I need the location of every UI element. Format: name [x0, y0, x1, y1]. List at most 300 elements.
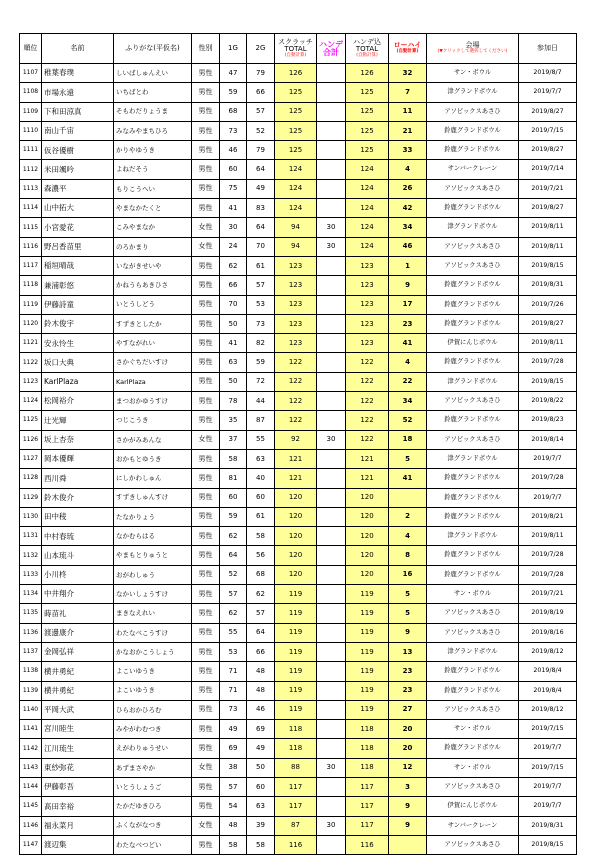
furigana-cell: のろかまり	[114, 237, 192, 256]
game1-cell: 63	[220, 353, 247, 372]
lowhigh-cell: 34	[389, 218, 427, 237]
hdcp-total-cell: 117	[346, 777, 389, 796]
name-cell: KarlPlaza	[42, 372, 114, 391]
hdcp-total-cell: 121	[346, 449, 389, 468]
venue-cell[interactable]: 鈴鹿グランドボウル	[427, 469, 519, 488]
table-row	[20, 334, 577, 353]
game2-cell: 59	[247, 353, 275, 372]
game1-cell: 81	[220, 469, 247, 488]
table-row	[20, 623, 577, 642]
date-cell: 2019/7/7	[519, 488, 577, 507]
venue-cell[interactable]: 津グランドボウル	[427, 372, 519, 391]
venue-cell[interactable]: サンバークレーン	[427, 816, 519, 835]
game2-cell: 63	[247, 449, 275, 468]
header-scratch-total-note: (自動計算)	[284, 52, 307, 58]
rank-cell: 1120	[20, 314, 42, 333]
handicap-cell: 30	[317, 237, 346, 256]
rank-cell: 1124	[20, 392, 42, 411]
game1-cell: 46	[220, 141, 247, 160]
gender-cell: 男性	[192, 700, 220, 719]
date-cell: 2019/8/19	[519, 604, 577, 623]
gender-cell: 男性	[192, 623, 220, 642]
handicap-cell	[317, 777, 346, 796]
gender-cell: 男性	[192, 604, 220, 623]
game1-cell: 57	[220, 777, 247, 796]
name-cell: 稚葉春璞	[42, 64, 114, 83]
game1-cell: 49	[220, 720, 247, 739]
gender-cell: 男性	[192, 777, 220, 796]
venue-cell[interactable]: 鈴鹿グランドボウル	[427, 411, 519, 430]
scratch-total-cell: 87	[275, 816, 317, 835]
handicap-cell	[317, 507, 346, 526]
venue-cell[interactable]: 伊賀にんじボウル	[427, 334, 519, 353]
date-cell: 2019/7/15	[519, 758, 577, 777]
furigana-cell: にしかわしゅん	[114, 469, 192, 488]
date-cell: 2019/7/7	[519, 739, 577, 758]
venue-cell[interactable]: アソビックスあさひ	[427, 237, 519, 256]
date-cell: 2019/8/4	[519, 662, 577, 681]
handicap-cell	[317, 411, 346, 430]
header-handicap	[317, 34, 346, 64]
date-cell: 2019/8/31	[519, 276, 577, 295]
lowhigh-cell: 8	[389, 546, 427, 565]
name-cell: 仮谷優樹	[42, 141, 114, 160]
venue-cell[interactable]: アソビックスあさひ	[427, 102, 519, 121]
handicap-cell	[317, 121, 346, 140]
rank-cell: 1131	[20, 527, 42, 546]
handicap-cell	[317, 546, 346, 565]
venue-cell[interactable]: 鈴鹿グランドボウル	[427, 121, 519, 140]
hdcp-total-cell: 122	[346, 411, 389, 430]
rank-cell: 1133	[20, 565, 42, 584]
hdcp-total-cell: 122	[346, 430, 389, 449]
name-cell: 松岡裕介	[42, 392, 114, 411]
name-cell: 田中稜	[42, 507, 114, 526]
scratch-total-cell: 122	[275, 392, 317, 411]
venue-cell[interactable]: 鈴鹿グランドボウル	[427, 565, 519, 584]
scratch-total-cell: 119	[275, 642, 317, 661]
gender-cell: 男性	[192, 83, 220, 102]
lowhigh-cell: 5	[389, 604, 427, 623]
venue-cell[interactable]: 鈴鹿グランドボウル	[427, 199, 519, 218]
table-row	[20, 527, 577, 546]
name-cell: 坂口大典	[42, 353, 114, 372]
venue-cell[interactable]: 鈴鹿グランドボウル	[427, 662, 519, 681]
rank-cell: 1135	[20, 604, 42, 623]
gender-cell: 男性	[192, 565, 220, 584]
rank-cell: 1126	[20, 430, 42, 449]
header-venue	[427, 34, 519, 64]
lowhigh-cell: 1	[389, 256, 427, 275]
lowhigh-cell: 23	[389, 314, 427, 333]
header-date: 参加日	[519, 34, 577, 64]
venue-cell[interactable]: サン・ボウル	[427, 758, 519, 777]
date-cell: 2019/7/26	[519, 295, 577, 314]
table-row	[20, 276, 577, 295]
furigana-cell: もりこうへい	[114, 179, 192, 198]
date-cell: 2019/7/28	[519, 565, 577, 584]
name-cell: 南山千宙	[42, 121, 114, 140]
table-row	[20, 546, 577, 565]
game2-cell: 58	[247, 527, 275, 546]
furigana-cell: いとうしょうご	[114, 777, 192, 796]
gender-cell: 男性	[192, 662, 220, 681]
hdcp-total-cell: 123	[346, 276, 389, 295]
venue-cell[interactable]: 鈴鹿グランドボウル	[427, 739, 519, 758]
hdcp-total-cell: 120	[346, 565, 389, 584]
table-row	[20, 372, 577, 391]
name-cell: 宮川睦生	[42, 720, 114, 739]
gender-cell: 男性	[192, 372, 220, 391]
hdcp-total-cell: 122	[346, 353, 389, 372]
venue-cell[interactable]: アソビックスあさひ	[427, 179, 519, 198]
gender-cell: 男性	[192, 334, 220, 353]
lowhigh-cell: 41	[389, 334, 427, 353]
handicap-cell	[317, 527, 346, 546]
game2-cell: 60	[247, 488, 275, 507]
date-cell: 2019/8/27	[519, 314, 577, 333]
lowhigh-cell: 32	[389, 64, 427, 83]
rank-cell: 1147	[20, 835, 42, 854]
date-cell: 2019/8/27	[519, 141, 577, 160]
rank-cell: 1119	[20, 295, 42, 314]
gender-cell: 男性	[192, 160, 220, 179]
game2-cell: 49	[247, 739, 275, 758]
hdcp-total-cell: 119	[346, 700, 389, 719]
lowhigh-cell: 23	[389, 681, 427, 700]
game1-cell: 35	[220, 411, 247, 430]
date-cell: 2019/8/11	[519, 527, 577, 546]
handicap-cell	[317, 604, 346, 623]
hdcp-total-cell: 121	[346, 469, 389, 488]
date-cell: 2019/8/16	[519, 623, 577, 642]
scratch-total-cell: 123	[275, 256, 317, 275]
gender-cell: 男性	[192, 642, 220, 661]
rank-cell: 1112	[20, 160, 42, 179]
venue-cell[interactable]: 津グランドボウル	[427, 449, 519, 468]
rank-cell: 1125	[20, 411, 42, 430]
game1-cell: 48	[220, 816, 247, 835]
table-row	[20, 256, 577, 275]
date-cell: 2019/7/7	[519, 83, 577, 102]
venue-cell[interactable]: 津グランドボウル	[427, 642, 519, 661]
name-cell: 髙田幸裕	[42, 797, 114, 816]
rank-cell: 1143	[20, 758, 42, 777]
game2-cell: 72	[247, 372, 275, 391]
table-row	[20, 449, 577, 468]
date-cell: 2019/8/22	[519, 392, 577, 411]
venue-cell[interactable]: アソビックスあさひ	[427, 604, 519, 623]
game1-cell: 64	[220, 546, 247, 565]
lowhigh-cell: 4	[389, 353, 427, 372]
furigana-cell: わたなべつどい	[114, 835, 192, 854]
game2-cell: 40	[247, 469, 275, 488]
rank-cell: 1130	[20, 507, 42, 526]
game2-cell: 82	[247, 334, 275, 353]
table-row	[20, 700, 577, 719]
venue-cell[interactable]: サン・ボウル	[427, 64, 519, 83]
table-row	[20, 777, 577, 796]
hdcp-total-cell: 118	[346, 720, 389, 739]
game1-cell: 52	[220, 565, 247, 584]
hdcp-total-cell: 125	[346, 141, 389, 160]
lowhigh-cell: 17	[389, 295, 427, 314]
scratch-total-cell: 119	[275, 681, 317, 700]
header-venue-label: 会場	[465, 41, 480, 50]
rank-cell: 1122	[20, 353, 42, 372]
table-row	[20, 565, 577, 584]
hdcp-total-cell: 124	[346, 237, 389, 256]
game2-cell: 61	[247, 256, 275, 275]
date-cell: 2019/7/28	[519, 546, 577, 565]
header-hdcp-total	[346, 34, 389, 64]
lowhigh-cell: 52	[389, 411, 427, 430]
handicap-cell	[317, 623, 346, 642]
venue-cell[interactable]: サン・ボウル	[427, 720, 519, 739]
game2-cell: 57	[247, 604, 275, 623]
table-row	[20, 507, 577, 526]
furigana-cell: まきなえれい	[114, 604, 192, 623]
hdcp-total-cell: 120	[346, 546, 389, 565]
handicap-cell	[317, 449, 346, 468]
game1-cell: 58	[220, 835, 247, 854]
furigana-cell: よこいゆうき	[114, 681, 192, 700]
game1-cell: 37	[220, 430, 247, 449]
game2-cell: 57	[247, 102, 275, 121]
game2-cell: 56	[247, 546, 275, 565]
rank-cell: 1144	[20, 777, 42, 796]
scratch-total-cell: 125	[275, 121, 317, 140]
scratch-total-cell: 94	[275, 237, 317, 256]
scratch-total-cell: 125	[275, 83, 317, 102]
handicap-cell	[317, 662, 346, 681]
game1-cell: 50	[220, 372, 247, 391]
table-row	[20, 392, 577, 411]
game1-cell: 69	[220, 739, 247, 758]
scratch-total-cell: 117	[275, 797, 317, 816]
hdcp-total-cell: 117	[346, 816, 389, 835]
hdcp-total-cell: 124	[346, 160, 389, 179]
hdcp-total-cell: 123	[346, 334, 389, 353]
lowhigh-cell: 11	[389, 102, 427, 121]
game1-cell: 71	[220, 681, 247, 700]
venue-cell[interactable]: 鈴鹿グランドボウル	[427, 546, 519, 565]
date-cell: 2019/8/11	[519, 218, 577, 237]
hdcp-total-cell: 120	[346, 488, 389, 507]
furigana-cell: まつおかゆうすけ	[114, 392, 192, 411]
rank-cell: 1115	[20, 218, 42, 237]
game1-cell: 73	[220, 121, 247, 140]
lowhigh-cell: 20	[389, 739, 427, 758]
venue-cell[interactable]: サン・ボウル	[427, 585, 519, 604]
scratch-total-cell: 94	[275, 218, 317, 237]
venue-cell[interactable]: 鈴鹿グランドボウル	[427, 276, 519, 295]
rank-cell: 1132	[20, 546, 42, 565]
game1-cell: 57	[220, 585, 247, 604]
rank-cell: 1146	[20, 816, 42, 835]
rank-cell: 1138	[20, 662, 42, 681]
game1-cell: 68	[220, 102, 247, 121]
hdcp-total-cell: 124	[346, 199, 389, 218]
table-row	[20, 720, 577, 739]
game1-cell: 38	[220, 758, 247, 777]
date-cell: 2019/8/12	[519, 700, 577, 719]
handicap-cell	[317, 642, 346, 661]
scratch-total-cell: 119	[275, 700, 317, 719]
gender-cell: 女性	[192, 758, 220, 777]
date-cell: 2019/8/31	[519, 816, 577, 835]
name-cell: 小宮愛花	[42, 218, 114, 237]
game2-cell: 55	[247, 430, 275, 449]
rank-cell: 1127	[20, 449, 42, 468]
lowhigh-cell: 18	[389, 430, 427, 449]
lowhigh-cell: 23	[389, 662, 427, 681]
name-cell: 渡邊康介	[42, 623, 114, 642]
venue-cell[interactable]: アソビックスあさひ	[427, 256, 519, 275]
gender-cell: 男性	[192, 64, 220, 83]
venue-cell[interactable]: アソビックスあさひ	[427, 430, 519, 449]
rank-cell: 1113	[20, 179, 42, 198]
rank-cell: 1123	[20, 372, 42, 391]
lowhigh-cell: 7	[389, 83, 427, 102]
gender-cell: 男性	[192, 835, 220, 854]
furigana-cell: すずきしゅんすけ	[114, 488, 192, 507]
gender-cell: 男性	[192, 102, 220, 121]
furigana-cell: たかだゆきひろ	[114, 797, 192, 816]
date-cell: 2019/8/4	[519, 681, 577, 700]
lowhigh-cell: 12	[389, 758, 427, 777]
game2-cell: 63	[247, 797, 275, 816]
venue-cell[interactable]: 伊賀にんじボウル	[427, 797, 519, 816]
game1-cell: 30	[220, 218, 247, 237]
game1-cell: 62	[220, 604, 247, 623]
handicap-cell: 30	[317, 758, 346, 777]
handicap-cell: 30	[317, 430, 346, 449]
scratch-total-cell: 125	[275, 141, 317, 160]
header-rank: 順位	[20, 34, 42, 64]
hdcp-total-cell: 119	[346, 604, 389, 623]
ranking-table	[19, 33, 577, 855]
hdcp-total-cell: 120	[346, 527, 389, 546]
gender-cell: 男性	[192, 179, 220, 198]
venue-cell[interactable]: 鈴鹿グランドボウル	[427, 141, 519, 160]
venue-cell[interactable]: 鈴鹿グランドボウル	[427, 295, 519, 314]
lowhigh-cell: 2	[389, 507, 427, 526]
venue-cell[interactable]: アソビックスあさひ	[427, 623, 519, 642]
table-row	[20, 604, 577, 623]
game1-cell: 50	[220, 314, 247, 333]
venue-cell[interactable]: アソビックスあさひ	[427, 835, 519, 854]
table-row	[20, 642, 577, 661]
lowhigh-cell: 3	[389, 777, 427, 796]
game2-cell: 69	[247, 720, 275, 739]
venue-cell[interactable]: アソビックスあさひ	[427, 392, 519, 411]
furigana-cell: わたなべこうすけ	[114, 623, 192, 642]
header-scratch-total-label: スクラッチ TOTAL	[278, 37, 313, 53]
game2-cell: 58	[247, 835, 275, 854]
hdcp-total-cell: 124	[346, 218, 389, 237]
table-row	[20, 199, 577, 218]
scratch-total-cell: 123	[275, 334, 317, 353]
name-cell: 兼浦彰悠	[42, 276, 114, 295]
venue-cell[interactable]: 鈴鹿グランドボウル	[427, 314, 519, 333]
scratch-total-cell: 88	[275, 758, 317, 777]
lowhigh-cell: 9	[389, 276, 427, 295]
game2-cell: 46	[247, 700, 275, 719]
venue-cell[interactable]: 鈴鹿グランドボウル	[427, 353, 519, 372]
table-row	[20, 218, 577, 237]
scratch-total-cell: 118	[275, 739, 317, 758]
gender-cell: 男性	[192, 411, 220, 430]
table-row	[20, 585, 577, 604]
name-cell: 市場永遠	[42, 83, 114, 102]
header-lowhigh-note: (自動計算)	[396, 49, 419, 55]
lowhigh-cell: 46	[389, 237, 427, 256]
game1-cell: 59	[220, 83, 247, 102]
header-name: 名前	[42, 34, 114, 64]
table-row	[20, 430, 577, 449]
scratch-total-cell: 120	[275, 488, 317, 507]
table-row	[20, 758, 577, 777]
gender-cell: 男性	[192, 527, 220, 546]
game2-cell: 66	[247, 642, 275, 661]
header-g1: 1G	[220, 34, 247, 64]
date-cell: 2019/7/21	[519, 585, 577, 604]
furigana-cell: やすながれい	[114, 334, 192, 353]
venue-cell[interactable]: 津グランドボウル	[427, 218, 519, 237]
hdcp-total-cell: 122	[346, 392, 389, 411]
venue-cell[interactable]: 鈴鹿グランドボウル	[427, 681, 519, 700]
game1-cell: 58	[220, 449, 247, 468]
gender-cell: 男性	[192, 276, 220, 295]
gender-cell: 男性	[192, 507, 220, 526]
header-furigana: ふりがな(平仮名)	[114, 34, 192, 64]
date-cell: 2019/7/14	[519, 160, 577, 179]
game1-cell: 75	[220, 179, 247, 198]
rank-cell: 1116	[20, 237, 42, 256]
header-scratch-total	[275, 34, 317, 64]
date-cell: 2019/8/15	[519, 835, 577, 854]
scratch-total-cell: 125	[275, 102, 317, 121]
scratch-total-cell: 120	[275, 507, 317, 526]
game2-cell: 39	[247, 816, 275, 835]
venue-cell[interactable]: サンバークレーン	[427, 160, 519, 179]
scratch-total-cell: 124	[275, 179, 317, 198]
name-cell: 森濃平	[42, 179, 114, 198]
furigana-cell: しいばしゅんえい	[114, 64, 192, 83]
scratch-total-cell: 120	[275, 527, 317, 546]
game2-cell: 73	[247, 314, 275, 333]
game2-cell: 64	[247, 218, 275, 237]
handicap-cell	[317, 469, 346, 488]
hdcp-total-cell: 119	[346, 623, 389, 642]
venue-cell[interactable]: 津グランドボウル	[427, 527, 519, 546]
venue-cell[interactable]: アソビックスあさひ	[427, 700, 519, 719]
hdcp-total-cell: 117	[346, 797, 389, 816]
game1-cell: 41	[220, 334, 247, 353]
name-cell: 西川舜	[42, 469, 114, 488]
table-row	[20, 835, 577, 854]
venue-cell[interactable]: 鈴鹿グランドボウル	[427, 488, 519, 507]
lowhigh-cell: 4	[389, 527, 427, 546]
table-row	[20, 739, 577, 758]
venue-cell[interactable]: 津グランドボウル	[427, 83, 519, 102]
furigana-cell: いながきせいや	[114, 256, 192, 275]
venue-cell[interactable]: 鈴鹿グランドボウル	[427, 507, 519, 526]
gender-cell: 男性	[192, 392, 220, 411]
venue-cell[interactable]: アソビックスあさひ	[427, 777, 519, 796]
game1-cell: 73	[220, 700, 247, 719]
